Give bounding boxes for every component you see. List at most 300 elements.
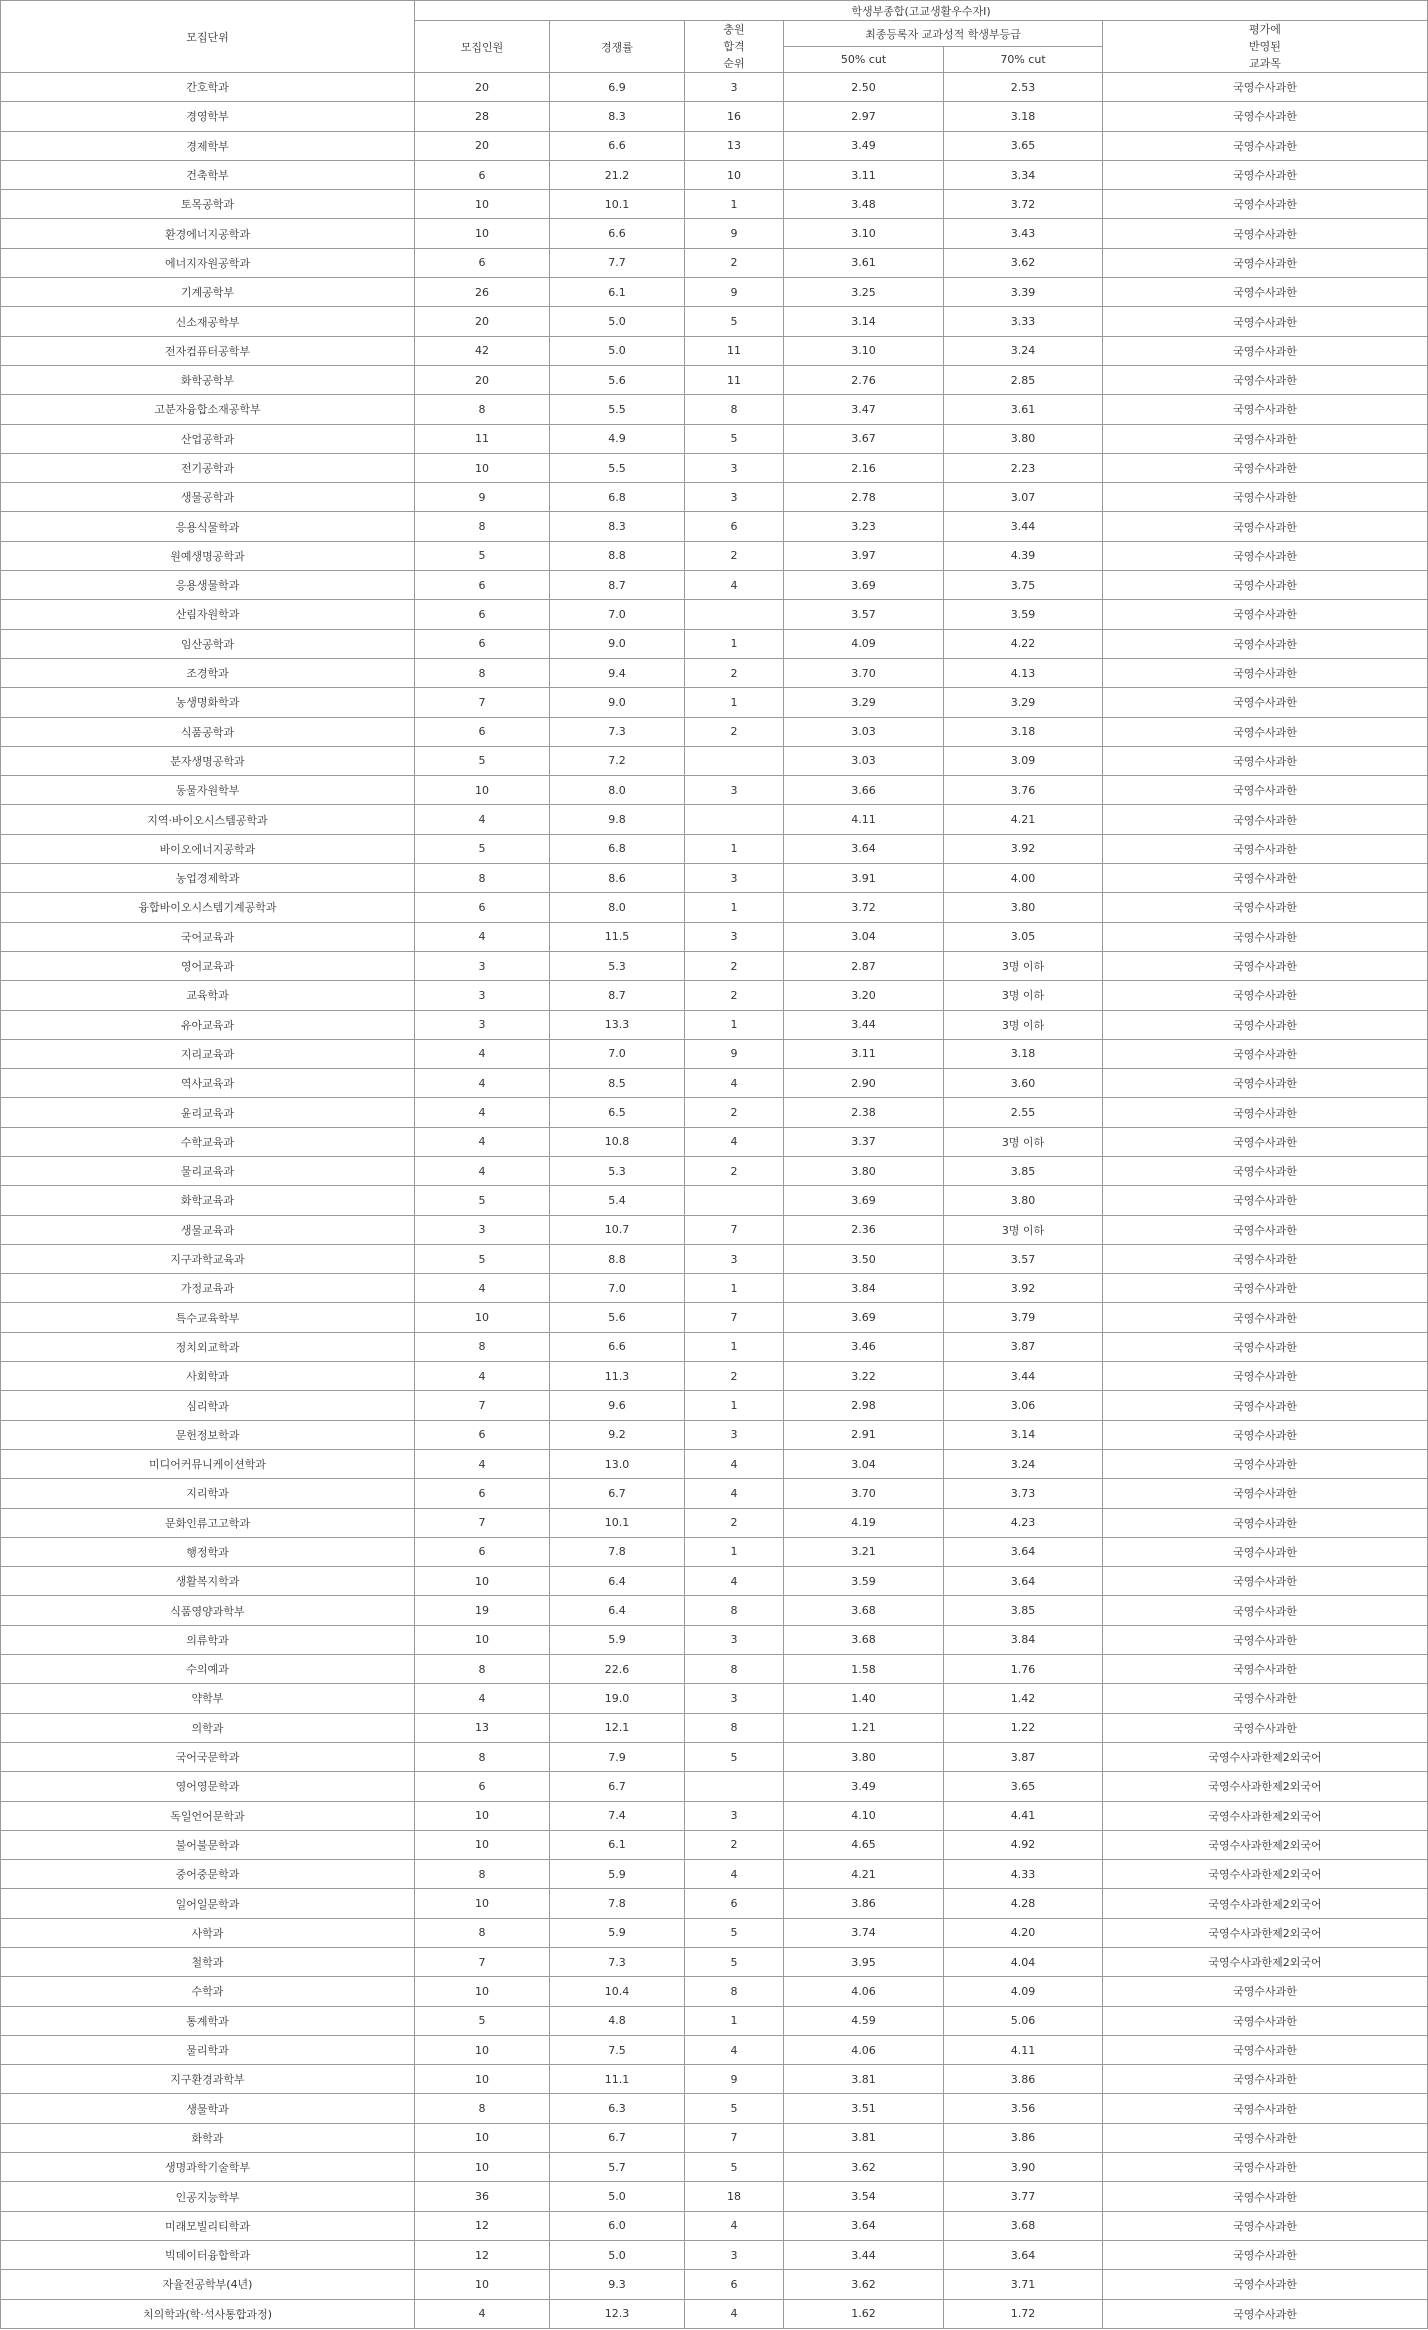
cell-unit: 산림자원학과 xyxy=(1,600,415,629)
cell-quota: 5 xyxy=(415,1244,550,1273)
cell-cut50: 2.78 xyxy=(784,483,944,512)
cell-cut50: 1.58 xyxy=(784,1655,944,1684)
cell-ratio: 5.0 xyxy=(550,2182,685,2211)
cell-cut50: 4.06 xyxy=(784,1977,944,2006)
table-body xyxy=(1,73,1428,2329)
cell-cut50: 3.20 xyxy=(784,981,944,1010)
cell-cut50: 3.80 xyxy=(784,1156,944,1185)
cell-cut50: 3.70 xyxy=(784,658,944,687)
cell-subjects: 국영수사과한 xyxy=(1103,805,1428,834)
table-row xyxy=(1,1069,1428,1098)
cell-cut50: 3.10 xyxy=(784,219,944,248)
cell-cut50: 3.68 xyxy=(784,1596,944,1625)
header-rank xyxy=(685,21,784,73)
cell-cut50: 4.10 xyxy=(784,1801,944,1830)
cell-unit: 경제학부 xyxy=(1,131,415,160)
cell-cut70: 3.44 xyxy=(944,512,1103,541)
cell-quota: 10 xyxy=(415,1801,550,1830)
cell-unit: 생활복지학과 xyxy=(1,1567,415,1596)
table-row xyxy=(1,73,1428,102)
cell-cut50: 3.68 xyxy=(784,1625,944,1654)
table-row xyxy=(1,2006,1428,2035)
table-row xyxy=(1,1713,1428,1742)
cell-unit: 생물학과 xyxy=(1,2094,415,2123)
header-subjects xyxy=(1103,21,1428,73)
cell-cut70: 3.77 xyxy=(944,2182,1103,2211)
cell-rank: 3 xyxy=(685,776,784,805)
cell-cut70: 3.75 xyxy=(944,571,1103,600)
cell-ratio: 9.6 xyxy=(550,1391,685,1420)
cell-rank: 7 xyxy=(685,1215,784,1244)
cell-cut50: 2.50 xyxy=(784,73,944,102)
cell-cut70: 3.59 xyxy=(944,600,1103,629)
cell-ratio: 11.5 xyxy=(550,922,685,951)
cell-rank: 2 xyxy=(685,981,784,1010)
table-row xyxy=(1,2094,1428,2123)
cell-ratio: 6.8 xyxy=(550,483,685,512)
table-row xyxy=(1,219,1428,248)
cell-unit: 문화인류고고학과 xyxy=(1,1508,415,1537)
cell-quota: 6 xyxy=(415,1772,550,1801)
cell-ratio: 8.6 xyxy=(550,864,685,893)
table-row xyxy=(1,1567,1428,1596)
header-subjects-line: 교과목 xyxy=(1249,57,1281,70)
cell-quota: 4 xyxy=(415,922,550,951)
cell-unit: 약학부 xyxy=(1,1684,415,1713)
cell-rank xyxy=(685,746,784,775)
table-row xyxy=(1,951,1428,980)
cell-rank: 4 xyxy=(685,1567,784,1596)
cell-rank: 5 xyxy=(685,307,784,336)
cell-ratio: 6.7 xyxy=(550,1772,685,1801)
cell-cut70: 3.85 xyxy=(944,1156,1103,1185)
cell-cut70: 3.90 xyxy=(944,2153,1103,2182)
cell-rank: 2 xyxy=(685,1830,784,1859)
cell-cut70: 3.39 xyxy=(944,278,1103,307)
header-subjects-line: 평가에 xyxy=(1249,23,1281,36)
cell-subjects: 국영수사과한 xyxy=(1103,307,1428,336)
cell-rank: 3 xyxy=(685,2240,784,2269)
cell-quota: 6 xyxy=(415,1420,550,1449)
cell-ratio: 8.0 xyxy=(550,776,685,805)
cell-subjects: 국영수사과한 xyxy=(1103,1479,1428,1508)
cell-cut70: 3.44 xyxy=(944,1362,1103,1391)
table-row xyxy=(1,2035,1428,2064)
cell-subjects: 국영수사과한 xyxy=(1103,2065,1428,2094)
cell-rank: 3 xyxy=(685,864,784,893)
cell-ratio: 9.4 xyxy=(550,658,685,687)
cell-subjects: 국영수사과한 xyxy=(1103,1332,1428,1361)
cell-cut50: 3.69 xyxy=(784,571,944,600)
cell-quota: 4 xyxy=(415,1449,550,1478)
cell-cut50: 3.62 xyxy=(784,2270,944,2299)
cell-cut50: 3.29 xyxy=(784,688,944,717)
cell-unit: 산업공학과 xyxy=(1,424,415,453)
table-row xyxy=(1,1742,1428,1771)
cell-quota: 20 xyxy=(415,131,550,160)
cell-unit: 융합바이오시스템기계공학과 xyxy=(1,893,415,922)
cell-quota: 8 xyxy=(415,1918,550,1947)
cell-unit: 화학과 xyxy=(1,2123,415,2152)
table-row xyxy=(1,834,1428,863)
cell-quota: 6 xyxy=(415,717,550,746)
cell-quota: 10 xyxy=(415,2153,550,2182)
cell-quota: 3 xyxy=(415,981,550,1010)
cell-rank: 1 xyxy=(685,893,784,922)
cell-quota: 8 xyxy=(415,1332,550,1361)
cell-ratio: 9.8 xyxy=(550,805,685,834)
table-row xyxy=(1,2065,1428,2094)
cell-cut50: 4.09 xyxy=(784,629,944,658)
table-row xyxy=(1,131,1428,160)
cell-cut70: 1.76 xyxy=(944,1655,1103,1684)
cell-unit: 국어국문학과 xyxy=(1,1742,415,1771)
table-row xyxy=(1,746,1428,775)
table-row xyxy=(1,717,1428,746)
cell-rank: 11 xyxy=(685,365,784,394)
cell-cut50: 3.23 xyxy=(784,512,944,541)
cell-unit: 분자생명공학과 xyxy=(1,746,415,775)
cell-subjects: 국영수사과한 xyxy=(1103,981,1428,1010)
cell-cut50: 3.51 xyxy=(784,2094,944,2123)
cell-unit: 자율전공학부(4년) xyxy=(1,2270,415,2299)
cell-quota: 10 xyxy=(415,1889,550,1918)
cell-subjects: 국영수사과한 xyxy=(1103,365,1428,394)
cell-quota: 10 xyxy=(415,190,550,219)
cell-rank: 9 xyxy=(685,2065,784,2094)
cell-cut50: 3.04 xyxy=(784,1449,944,1478)
cell-unit: 농생명화학과 xyxy=(1,688,415,717)
cell-ratio: 8.8 xyxy=(550,541,685,570)
cell-unit: 바이오에너지공학과 xyxy=(1,834,415,863)
cell-cut50: 3.11 xyxy=(784,1039,944,1068)
cell-cut50: 3.03 xyxy=(784,746,944,775)
cell-cut50: 3.44 xyxy=(784,2240,944,2269)
cell-quota: 13 xyxy=(415,1713,550,1742)
cell-quota: 6 xyxy=(415,160,550,189)
cell-unit: 환경에너지공학과 xyxy=(1,219,415,248)
cell-quota: 10 xyxy=(415,1977,550,2006)
cell-unit: 응용식물학과 xyxy=(1,512,415,541)
table-row xyxy=(1,278,1428,307)
cell-cut70: 3.24 xyxy=(944,336,1103,365)
cell-quota: 6 xyxy=(415,571,550,600)
cell-subjects: 국영수사과한 xyxy=(1103,1215,1428,1244)
header-grade: 최종등록자 교과성적 학생부등급 xyxy=(784,21,1103,47)
cell-cut50: 3.64 xyxy=(784,834,944,863)
cell-cut70: 3.71 xyxy=(944,2270,1103,2299)
cell-ratio: 8.7 xyxy=(550,981,685,1010)
cell-cut70: 3명 이하 xyxy=(944,951,1103,980)
cell-rank: 4 xyxy=(685,571,784,600)
cell-quota: 11 xyxy=(415,424,550,453)
cell-rank: 1 xyxy=(685,190,784,219)
table-row xyxy=(1,1508,1428,1537)
cell-cut70: 3.07 xyxy=(944,483,1103,512)
cell-rank: 4 xyxy=(685,1860,784,1889)
cell-rank: 4 xyxy=(685,2299,784,2328)
cell-ratio: 8.8 xyxy=(550,1244,685,1273)
cell-cut70: 4.09 xyxy=(944,1977,1103,2006)
cell-unit: 심리학과 xyxy=(1,1391,415,1420)
cell-cut50: 3.72 xyxy=(784,893,944,922)
cell-cut70: 3.56 xyxy=(944,2094,1103,2123)
cell-ratio: 5.7 xyxy=(550,2153,685,2182)
cell-cut50: 4.19 xyxy=(784,1508,944,1537)
cell-cut50: 2.98 xyxy=(784,1391,944,1420)
cell-unit: 미디어커뮤니케이션학과 xyxy=(1,1449,415,1478)
cell-subjects: 국영수사과한 xyxy=(1103,834,1428,863)
cell-quota: 3 xyxy=(415,1215,550,1244)
cell-cut50: 3.59 xyxy=(784,1567,944,1596)
cell-ratio: 7.5 xyxy=(550,2035,685,2064)
cell-subjects: 국영수사과한 xyxy=(1103,336,1428,365)
header-cut70: 70% cut xyxy=(944,47,1103,73)
cell-subjects: 국영수사과한 xyxy=(1103,395,1428,424)
cell-unit: 빅데이터융합학과 xyxy=(1,2240,415,2269)
cell-subjects: 국영수사과한 xyxy=(1103,1010,1428,1039)
cell-unit: 물리교육과 xyxy=(1,1156,415,1185)
cell-cut70: 3.65 xyxy=(944,131,1103,160)
cell-unit: 행정학과 xyxy=(1,1537,415,1566)
cell-rank: 5 xyxy=(685,1948,784,1977)
cell-subjects: 국영수사과한 xyxy=(1103,2299,1428,2328)
cell-rank: 1 xyxy=(685,629,784,658)
table-row xyxy=(1,365,1428,394)
cell-cut70: 3명 이하 xyxy=(944,1127,1103,1156)
cell-rank: 1 xyxy=(685,1391,784,1420)
cell-cut50: 3.49 xyxy=(784,1772,944,1801)
table-row xyxy=(1,424,1428,453)
cell-unit: 에너지자원공학과 xyxy=(1,248,415,277)
cell-cut70: 4.92 xyxy=(944,1830,1103,1859)
cell-cut50: 3.95 xyxy=(784,1948,944,1977)
cell-rank: 4 xyxy=(685,1069,784,1098)
cell-subjects: 국영수사과한 xyxy=(1103,2153,1428,2182)
cell-subjects: 국영수사과한 xyxy=(1103,2270,1428,2299)
cell-subjects: 국영수사과한 xyxy=(1103,1274,1428,1303)
cell-subjects: 국영수사과한제2외국어 xyxy=(1103,1948,1428,1977)
cell-cut70: 4.20 xyxy=(944,1918,1103,1947)
cell-cut70: 3.24 xyxy=(944,1449,1103,1478)
cell-rank: 8 xyxy=(685,1655,784,1684)
cell-unit: 화학공학부 xyxy=(1,365,415,394)
cell-cut70: 3.80 xyxy=(944,1186,1103,1215)
table-row xyxy=(1,1186,1428,1215)
cell-subjects: 국영수사과한 xyxy=(1103,512,1428,541)
cell-rank: 8 xyxy=(685,395,784,424)
table-row xyxy=(1,512,1428,541)
cell-cut50: 3.86 xyxy=(784,1889,944,1918)
header-ratio: 경쟁률 xyxy=(550,21,685,73)
cell-cut50: 3.49 xyxy=(784,131,944,160)
cell-ratio: 19.0 xyxy=(550,1684,685,1713)
header-unit: 모집단위 xyxy=(1,1,415,73)
cell-rank: 3 xyxy=(685,453,784,482)
cell-quota: 7 xyxy=(415,688,550,717)
cell-rank: 8 xyxy=(685,1977,784,2006)
cell-quota: 8 xyxy=(415,2094,550,2123)
cell-rank: 5 xyxy=(685,1742,784,1771)
cell-cut70: 4.21 xyxy=(944,805,1103,834)
cell-subjects: 국영수사과한 xyxy=(1103,717,1428,746)
cell-ratio: 6.5 xyxy=(550,1098,685,1127)
cell-subjects: 국영수사과한 xyxy=(1103,864,1428,893)
cell-subjects: 국영수사과한 xyxy=(1103,1362,1428,1391)
cell-quota: 4 xyxy=(415,805,550,834)
cell-subjects: 국영수사과한 xyxy=(1103,2211,1428,2240)
cell-ratio: 8.7 xyxy=(550,571,685,600)
cell-ratio: 5.9 xyxy=(550,1625,685,1654)
cell-ratio: 8.3 xyxy=(550,512,685,541)
cell-rank: 4 xyxy=(685,1449,784,1478)
cell-rank: 1 xyxy=(685,1537,784,1566)
cell-cut50: 3.67 xyxy=(784,424,944,453)
cell-quota: 10 xyxy=(415,2065,550,2094)
cell-cut70: 1.72 xyxy=(944,2299,1103,2328)
cell-rank: 10 xyxy=(685,160,784,189)
cell-quota: 19 xyxy=(415,1596,550,1625)
cell-ratio: 9.0 xyxy=(550,688,685,717)
table-row xyxy=(1,1889,1428,1918)
cell-rank: 16 xyxy=(685,102,784,131)
cell-unit: 사회학과 xyxy=(1,1362,415,1391)
cell-cut50: 3.54 xyxy=(784,2182,944,2211)
cell-cut50: 3.50 xyxy=(784,1244,944,1273)
cell-cut50: 3.66 xyxy=(784,776,944,805)
cell-unit: 응용생물학과 xyxy=(1,571,415,600)
table-row xyxy=(1,1537,1428,1566)
table-row xyxy=(1,776,1428,805)
cell-rank: 4 xyxy=(685,2035,784,2064)
cell-unit: 건축학부 xyxy=(1,160,415,189)
table-row xyxy=(1,1420,1428,1449)
cell-cut70: 3.18 xyxy=(944,102,1103,131)
table-row xyxy=(1,1625,1428,1654)
cell-quota: 10 xyxy=(415,2035,550,2064)
cell-cut50: 3.97 xyxy=(784,541,944,570)
cell-ratio: 7.3 xyxy=(550,717,685,746)
cell-unit: 전자컴퓨터공학부 xyxy=(1,336,415,365)
cell-ratio: 13.3 xyxy=(550,1010,685,1039)
cell-cut70: 3명 이하 xyxy=(944,981,1103,1010)
cell-quota: 10 xyxy=(415,1567,550,1596)
cell-rank: 1 xyxy=(685,2006,784,2035)
cell-quota: 10 xyxy=(415,2270,550,2299)
cell-ratio: 13.0 xyxy=(550,1449,685,1478)
cell-subjects: 국영수사과한 xyxy=(1103,248,1428,277)
cell-subjects: 국영수사과한 xyxy=(1103,1655,1428,1684)
cell-subjects: 국영수사과한 xyxy=(1103,922,1428,951)
cell-rank: 9 xyxy=(685,278,784,307)
cell-cut70: 4.13 xyxy=(944,658,1103,687)
cell-unit: 생명과학기술학부 xyxy=(1,2153,415,2182)
cell-ratio: 6.7 xyxy=(550,1479,685,1508)
cell-ratio: 6.4 xyxy=(550,1567,685,1596)
cell-cut50: 2.38 xyxy=(784,1098,944,1127)
cell-unit: 역사교육과 xyxy=(1,1069,415,1098)
cell-rank: 9 xyxy=(685,1039,784,1068)
cell-ratio: 12.3 xyxy=(550,2299,685,2328)
cell-subjects: 국영수사과한 xyxy=(1103,1127,1428,1156)
cell-unit: 동물자원학부 xyxy=(1,776,415,805)
cell-quota: 10 xyxy=(415,1303,550,1332)
cell-quota: 10 xyxy=(415,219,550,248)
cell-rank: 1 xyxy=(685,1332,784,1361)
cell-cut50: 3.91 xyxy=(784,864,944,893)
cell-cut50: 3.03 xyxy=(784,717,944,746)
cell-cut50: 3.46 xyxy=(784,1332,944,1361)
cell-ratio: 6.1 xyxy=(550,278,685,307)
table-row xyxy=(1,2123,1428,2152)
cell-rank: 5 xyxy=(685,424,784,453)
cell-unit: 간호학과 xyxy=(1,73,415,102)
cell-quota: 4 xyxy=(415,1156,550,1185)
cell-cut50: 3.62 xyxy=(784,2153,944,2182)
cell-cut50: 4.11 xyxy=(784,805,944,834)
cell-rank: 3 xyxy=(685,73,784,102)
cell-cut70: 3.64 xyxy=(944,2240,1103,2269)
cell-cut50: 3.74 xyxy=(784,1918,944,1947)
cell-quota: 20 xyxy=(415,307,550,336)
cell-cut70: 3.05 xyxy=(944,922,1103,951)
cell-subjects: 국영수사과한 xyxy=(1103,131,1428,160)
header-rank-line: 순위 xyxy=(723,57,745,70)
cell-subjects: 국영수사과한 xyxy=(1103,2035,1428,2064)
cell-cut50: 1.21 xyxy=(784,1713,944,1742)
cell-cut70: 4.11 xyxy=(944,2035,1103,2064)
cell-ratio: 5.4 xyxy=(550,1186,685,1215)
cell-cut70: 3.61 xyxy=(944,395,1103,424)
cell-rank: 3 xyxy=(685,1244,784,1273)
cell-unit: 미래모빌리티학과 xyxy=(1,2211,415,2240)
table-row xyxy=(1,1977,1428,2006)
cell-cut70: 3.92 xyxy=(944,1274,1103,1303)
cell-subjects: 국영수사과한 xyxy=(1103,102,1428,131)
cell-subjects: 국영수사과한 xyxy=(1103,1156,1428,1185)
table-header xyxy=(1,1,1428,73)
cell-ratio: 8.3 xyxy=(550,102,685,131)
cell-rank: 3 xyxy=(685,922,784,951)
cell-cut50: 3.04 xyxy=(784,922,944,951)
cell-subjects: 국영수사과한 xyxy=(1103,1625,1428,1654)
table-row xyxy=(1,1391,1428,1420)
cell-quota: 10 xyxy=(415,776,550,805)
cell-cut50: 3.81 xyxy=(784,2123,944,2152)
cell-ratio: 6.6 xyxy=(550,219,685,248)
cell-quota: 5 xyxy=(415,541,550,570)
cell-cut50: 3.14 xyxy=(784,307,944,336)
cell-subjects: 국영수사과한 xyxy=(1103,2240,1428,2269)
cell-unit: 교육학과 xyxy=(1,981,415,1010)
cell-cut70: 3.65 xyxy=(944,1772,1103,1801)
cell-subjects: 국영수사과한 xyxy=(1103,2006,1428,2035)
cell-subjects: 국영수사과한 xyxy=(1103,1244,1428,1273)
cell-quota: 7 xyxy=(415,1508,550,1537)
cell-quota: 6 xyxy=(415,1537,550,1566)
table-row xyxy=(1,658,1428,687)
cell-ratio: 9.0 xyxy=(550,629,685,658)
cell-cut70: 3.86 xyxy=(944,2065,1103,2094)
cell-ratio: 12.1 xyxy=(550,1713,685,1742)
cell-cut50: 2.90 xyxy=(784,1069,944,1098)
cell-subjects: 국영수사과한제2외국어 xyxy=(1103,1772,1428,1801)
cell-cut70: 3.87 xyxy=(944,1332,1103,1361)
cell-quota: 9 xyxy=(415,483,550,512)
cell-subjects: 국영수사과한 xyxy=(1103,1039,1428,1068)
cell-subjects: 국영수사과한 xyxy=(1103,1713,1428,1742)
cell-ratio: 6.0 xyxy=(550,2211,685,2240)
